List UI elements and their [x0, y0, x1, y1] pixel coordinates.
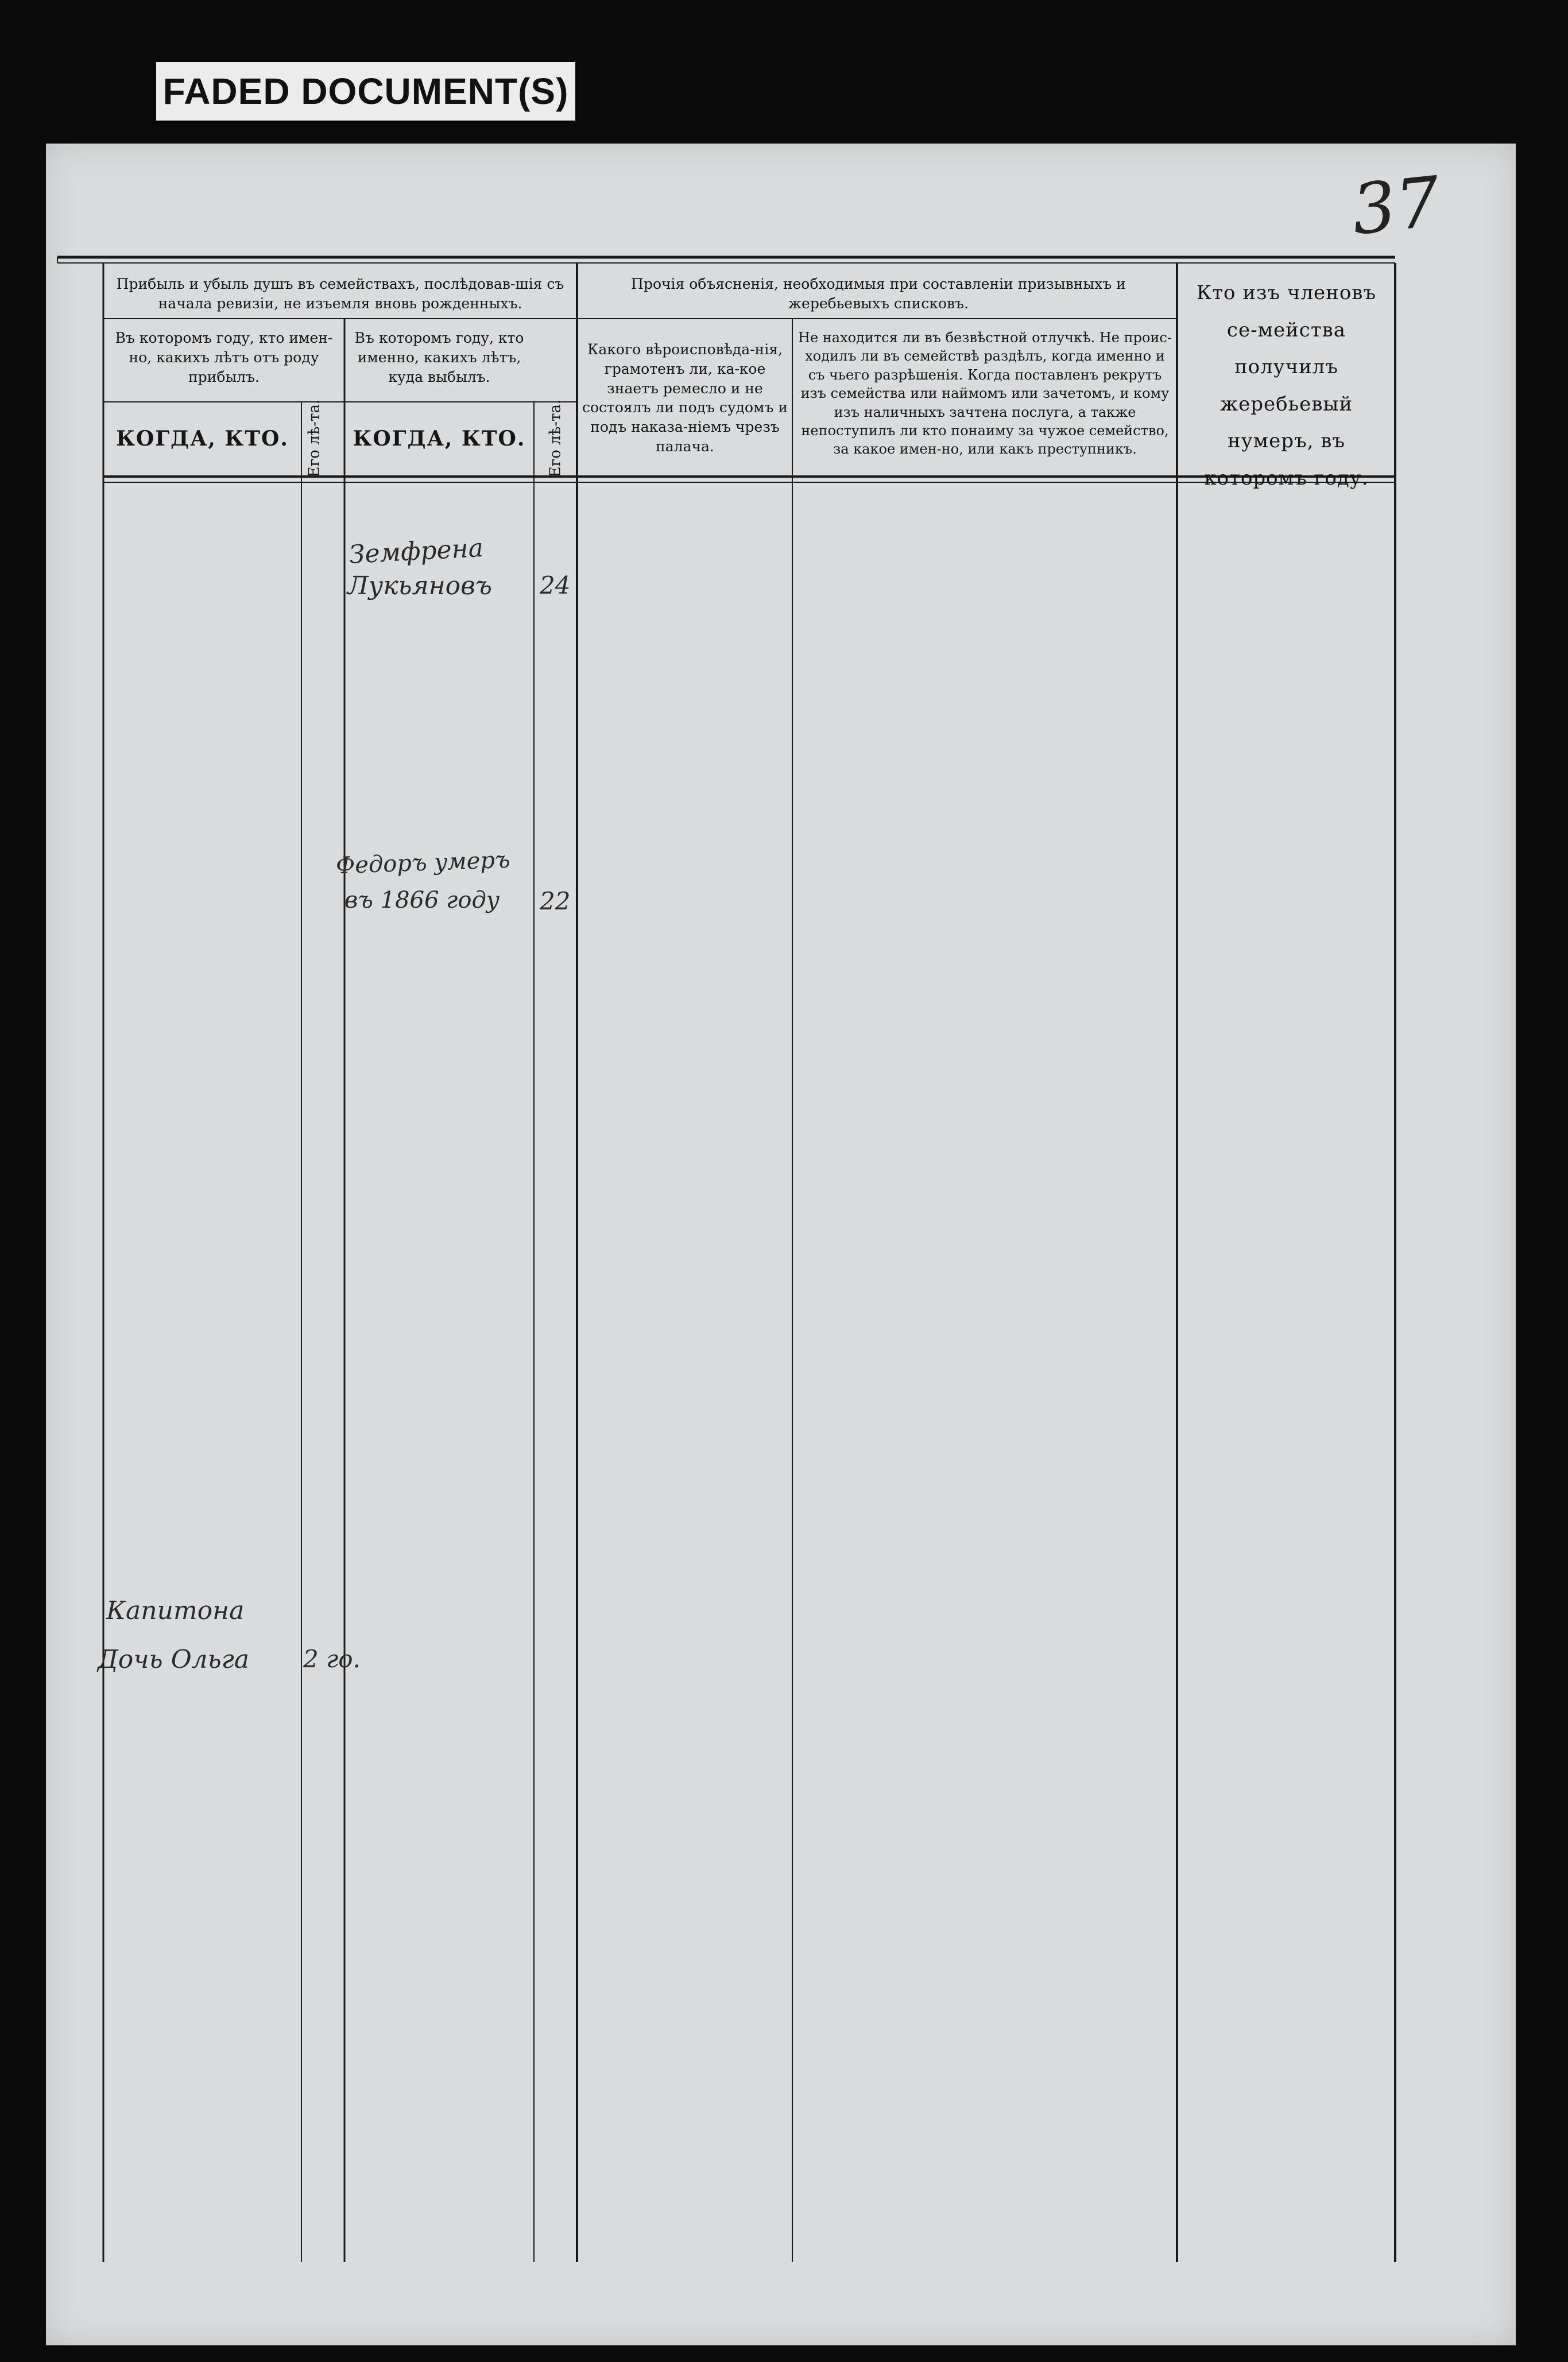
page-number: 37 [1348, 162, 1444, 251]
header-population-changes: Прибыль и убыль душъ въ семействахъ, послѣдовав-шія съ начала ревизіи, не изъемля вновь рожденныхъ. [116, 276, 564, 312]
header-age-2: Его лѣ-та. [547, 399, 564, 478]
header-absence: Не находится ли въ безвѣстной отлучкѣ. Не проис-ходилъ ли въ семействѣ раздѣлъ, когда именно и съ чьего разрѣшенія. Когда поставленъ рекрутъ изъ семейства или наймомъ или зачетомъ, и кому изъ наличныхъ зачтена послуга, а также непоступилъ ли кто понаиму за чужое семейство, за какое имен-но, или какъ преступникъ. [798, 330, 1172, 458]
entry-1-name: Земфрена [348, 533, 484, 570]
header-lot-number: Кто изъ членовъ се-мейства получилъ жеребьевый нумеръ, въ которомъ году. [1196, 281, 1377, 490]
header-when-who-1: КОГДА, КТО. [116, 427, 289, 451]
header-age-1: Его лѣ-та. [305, 399, 323, 478]
header-other-explanations: Прочія объясненія, необходимыя при составленіи призывныхъ и жеребьевыхъ списковъ. [631, 276, 1126, 312]
entry-3-age: 2 го. [303, 1645, 361, 1673]
entry-1-surname: Лукьяновъ [347, 571, 493, 601]
entry-3-line2: Дочь Ольга [98, 1645, 250, 1674]
header-when-who-2: КОГДА, КТО. [353, 427, 526, 451]
entry-2-age: 22 [540, 887, 571, 915]
entry-3-line1: Капитона [106, 1596, 245, 1625]
faded-document-banner: FADED DOCUMENT(S) [156, 62, 575, 121]
entry-1-age: 24 [540, 571, 571, 599]
header-departed: Въ которомъ году, кто именно, какихъ лѣтъ, куда выбылъ. [354, 330, 524, 385]
header-arrived: Въ которомъ году, кто имен-но, какихъ лѣтъ отъ роду прибылъ. [115, 330, 333, 385]
entry-2-line1: Федоръ умеръ [335, 846, 511, 880]
header-religion: Какого вѣроисповѣда-нія, грамотенъ ли, ка-кое знаетъ ремесло и не состоялъ ли подъ судомъ и подъ наказа-ніемъ чрезъ палача. [582, 341, 788, 455]
entry-2-line2: въ 1866 году [344, 887, 500, 913]
